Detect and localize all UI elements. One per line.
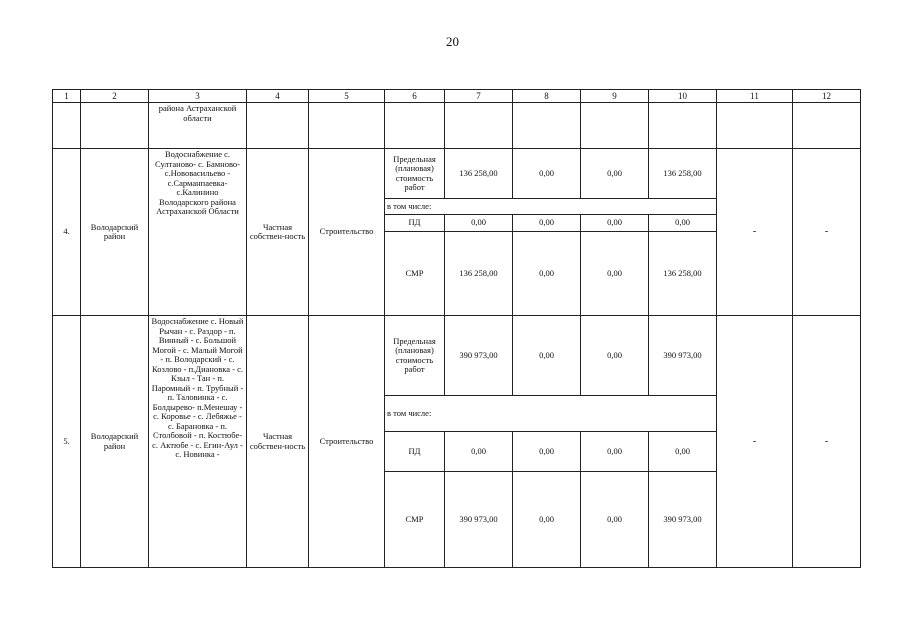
row-number: 5. <box>53 316 81 568</box>
ownership-cell: Частная собствен-ность <box>247 316 309 568</box>
smr-value: 390 973,00 <box>649 472 717 568</box>
empty-cell <box>649 103 717 149</box>
object-cell: Водоснабжение с. Султаново- с. Бамново- с.Нововасильево - с.Сарманпаевка- с.Калинино Володарского района Астраханской Области <box>149 149 247 316</box>
smr-label: СМР <box>385 232 445 316</box>
cost-value: 136 258,00 <box>445 149 513 199</box>
header-cell: 3 <box>149 90 247 103</box>
cost-label: Предельная (плановая) стоимость работ <box>385 149 445 199</box>
smr-value: 0,00 <box>581 472 649 568</box>
empty-cell <box>793 103 861 149</box>
district-cell: Володарский район <box>81 149 149 316</box>
table-row <box>53 316 861 396</box>
cost-value: 390 973,00 <box>649 316 717 396</box>
including-label: в том числе: <box>385 396 717 432</box>
empty-cell <box>309 103 385 149</box>
header-cell: 4 <box>247 90 309 103</box>
work-type-cell: Строительство <box>309 316 385 568</box>
pd-value: 0,00 <box>581 432 649 472</box>
header-cell: 7 <box>445 90 513 103</box>
cost-value: 390 973,00 <box>445 316 513 396</box>
cost-value: 0,00 <box>513 149 581 199</box>
cost-value: 136 258,00 <box>649 149 717 199</box>
col12-cell: - <box>793 316 861 568</box>
empty-cell <box>445 103 513 149</box>
page-number: 20 <box>446 34 459 49</box>
pd-value: 0,00 <box>513 432 581 472</box>
header-cell: 10 <box>649 90 717 103</box>
empty-cell <box>717 103 793 149</box>
cost-value: 0,00 <box>513 316 581 396</box>
object-cell: Водоснабжение с. Новый Рычан - с. Раздор - п. Винный - с. Большой Могой - с. Малый Могой - п. Володарский - с. Козлово - п.Диановка - с. Кзыл - Тан - п. Паромный - п. Трубный - п. Таловинка - с. Болдырево- п.Менешау - с. Коровье - с. Лебяжье - с. Барановка - п. Столбовой - п. Костюбе- с. Актюбе - с. Егин-Аул - с. Новинка - <box>149 316 247 568</box>
smr-value: 0,00 <box>581 232 649 316</box>
header-cell: 6 <box>385 90 445 103</box>
data-table <box>52 89 861 568</box>
pd-value: 0,00 <box>445 215 513 232</box>
smr-value: 136 258,00 <box>649 232 717 316</box>
object-address-continuation: района Астраханской области <box>149 103 247 149</box>
col12-cell: - <box>793 149 861 316</box>
smr-value: 0,00 <box>513 232 581 316</box>
smr-value: 390 973,00 <box>445 472 513 568</box>
pd-label: ПД <box>385 432 445 472</box>
row-number: 4. <box>53 149 81 316</box>
pd-value: 0,00 <box>649 432 717 472</box>
ownership-cell: Частная собствен-ность <box>247 149 309 316</box>
header-cell: 12 <box>793 90 861 103</box>
district-cell: Володарский район <box>81 316 149 568</box>
empty-cell <box>53 103 81 149</box>
empty-cell <box>385 103 445 149</box>
header-cell: 5 <box>309 90 385 103</box>
pd-value: 0,00 <box>649 215 717 232</box>
empty-cell <box>513 103 581 149</box>
cost-value: 0,00 <box>581 149 649 199</box>
continuation-row <box>53 103 861 149</box>
pd-value: 0,00 <box>581 215 649 232</box>
header-cell: 8 <box>513 90 581 103</box>
table-row <box>53 149 861 199</box>
pd-label: ПД <box>385 215 445 232</box>
smr-label: СМР <box>385 472 445 568</box>
empty-cell <box>581 103 649 149</box>
cost-value: 0,00 <box>581 316 649 396</box>
empty-cell <box>81 103 149 149</box>
col11-cell: - <box>717 149 793 316</box>
header-row <box>53 90 861 103</box>
pd-value: 0,00 <box>513 215 581 232</box>
col11-cell: - <box>717 316 793 568</box>
pd-value: 0,00 <box>445 432 513 472</box>
header-cell: 1 <box>53 90 81 103</box>
smr-value: 0,00 <box>513 472 581 568</box>
including-label: в том числе: <box>385 199 717 215</box>
smr-value: 136 258,00 <box>445 232 513 316</box>
header-cell: 11 <box>717 90 793 103</box>
empty-cell <box>247 103 309 149</box>
header-cell: 2 <box>81 90 149 103</box>
work-type-cell: Строительство <box>309 149 385 316</box>
header-cell: 9 <box>581 90 649 103</box>
cost-label: Предельная (плановая) стоимость работ <box>385 316 445 396</box>
